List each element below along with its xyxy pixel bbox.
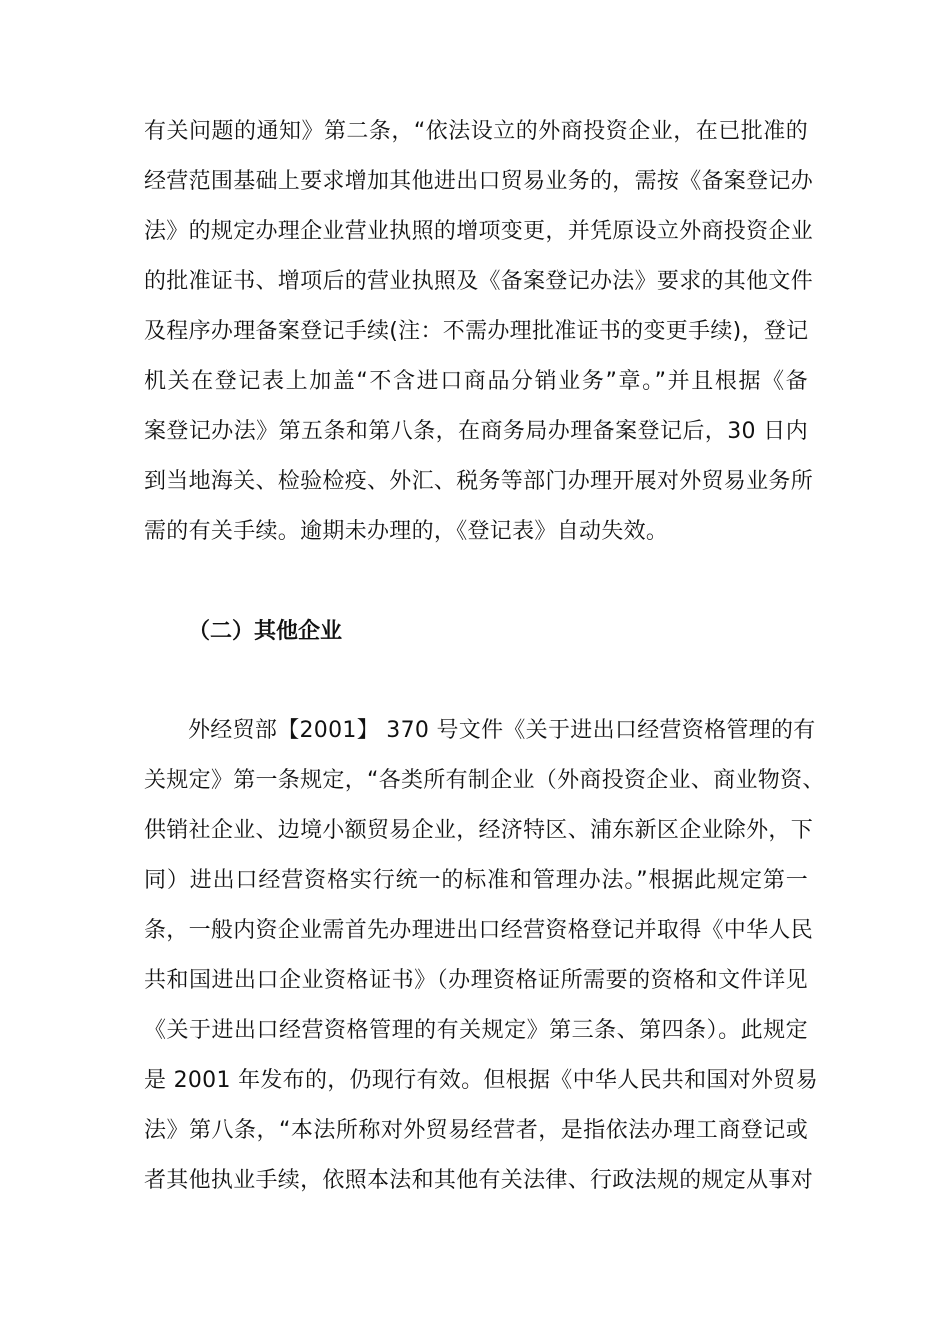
paragraph2-line-8: 是 2001 年发布的，仍现行有效。但根据《中华人民共和国对外贸易 (144, 1068, 818, 1093)
section-heading: （二）其他企业 (188, 619, 343, 644)
paragraph2-line-9: 法》第八条，“本法所称对外贸易经营者，是指依法办理工商登记或 (144, 1118, 808, 1143)
paragraph1-line-6: 机关在登记表上加盖“不含进口商品分销业务”章。”并且根据《备 (144, 369, 808, 394)
paragraph1-line-5: 及程序办理备案登记手续(注：不需办理批准证书的变更手续)，登记 (144, 319, 809, 344)
paragraph2-line-7: 《关于进出口经营资格管理的有关规定》第三条、第四条）。此规定 (144, 1018, 808, 1043)
paragraph2-line-3: 供销社企业、边境小额贸易企业，经济特区、浦东新区企业除外，下 (144, 818, 814, 843)
paragraph2-line-5: 条，一般内资企业需首先办理进出口经营资格登记并取得《中华人民 (144, 918, 814, 943)
paragraph2-line-4: 同）进出口经营资格实行统一的标准和管理办法。”根据此规定第一 (144, 868, 808, 893)
paragraph1-line-8: 到当地海关、检验检疫、外汇、税务等部门办理开展对外贸易业务所 (144, 469, 814, 494)
paragraph2-line-1: 外经贸部【2001】 370 号文件《关于进出口经营资格管理的有 (188, 718, 816, 743)
paragraph1-line-3: 法》的规定办理企业营业执照的增项变更，并凭原设立外商投资企业 (144, 219, 814, 244)
paragraph2-line-10: 者其他执业手续，依照本法和其他有关法律、行政法规的规定从事对 (144, 1168, 814, 1193)
paragraph1-line-9: 需的有关手续。逾期未办理的，《登记表》自动失效。 (144, 519, 669, 544)
paragraph1-line-2: 经营范围基础上要求增加其他进出口贸易业务的，需按《备案登记办 (144, 169, 814, 194)
paragraph2-line-6: 共和国进出口企业资格证书》（办理资格证所需要的资格和文件详见 (144, 968, 808, 993)
paragraph1-line-1: 有关问题的通知》第二条，“依法设立的外商投资企业，在已批准的 (144, 119, 808, 144)
paragraph1-line-7: 案登记办法》第五条和第八条，在商务局办理备案登记后，30 日内 (144, 419, 808, 444)
paragraph2-line-2: 关规定》第一条规定，“各类所有制企业（外商投资企业、商业物资、 (144, 768, 825, 793)
paragraph1-line-4: 的批准证书、增项后的营业执照及《备案登记办法》要求的其他文件 (144, 269, 814, 294)
